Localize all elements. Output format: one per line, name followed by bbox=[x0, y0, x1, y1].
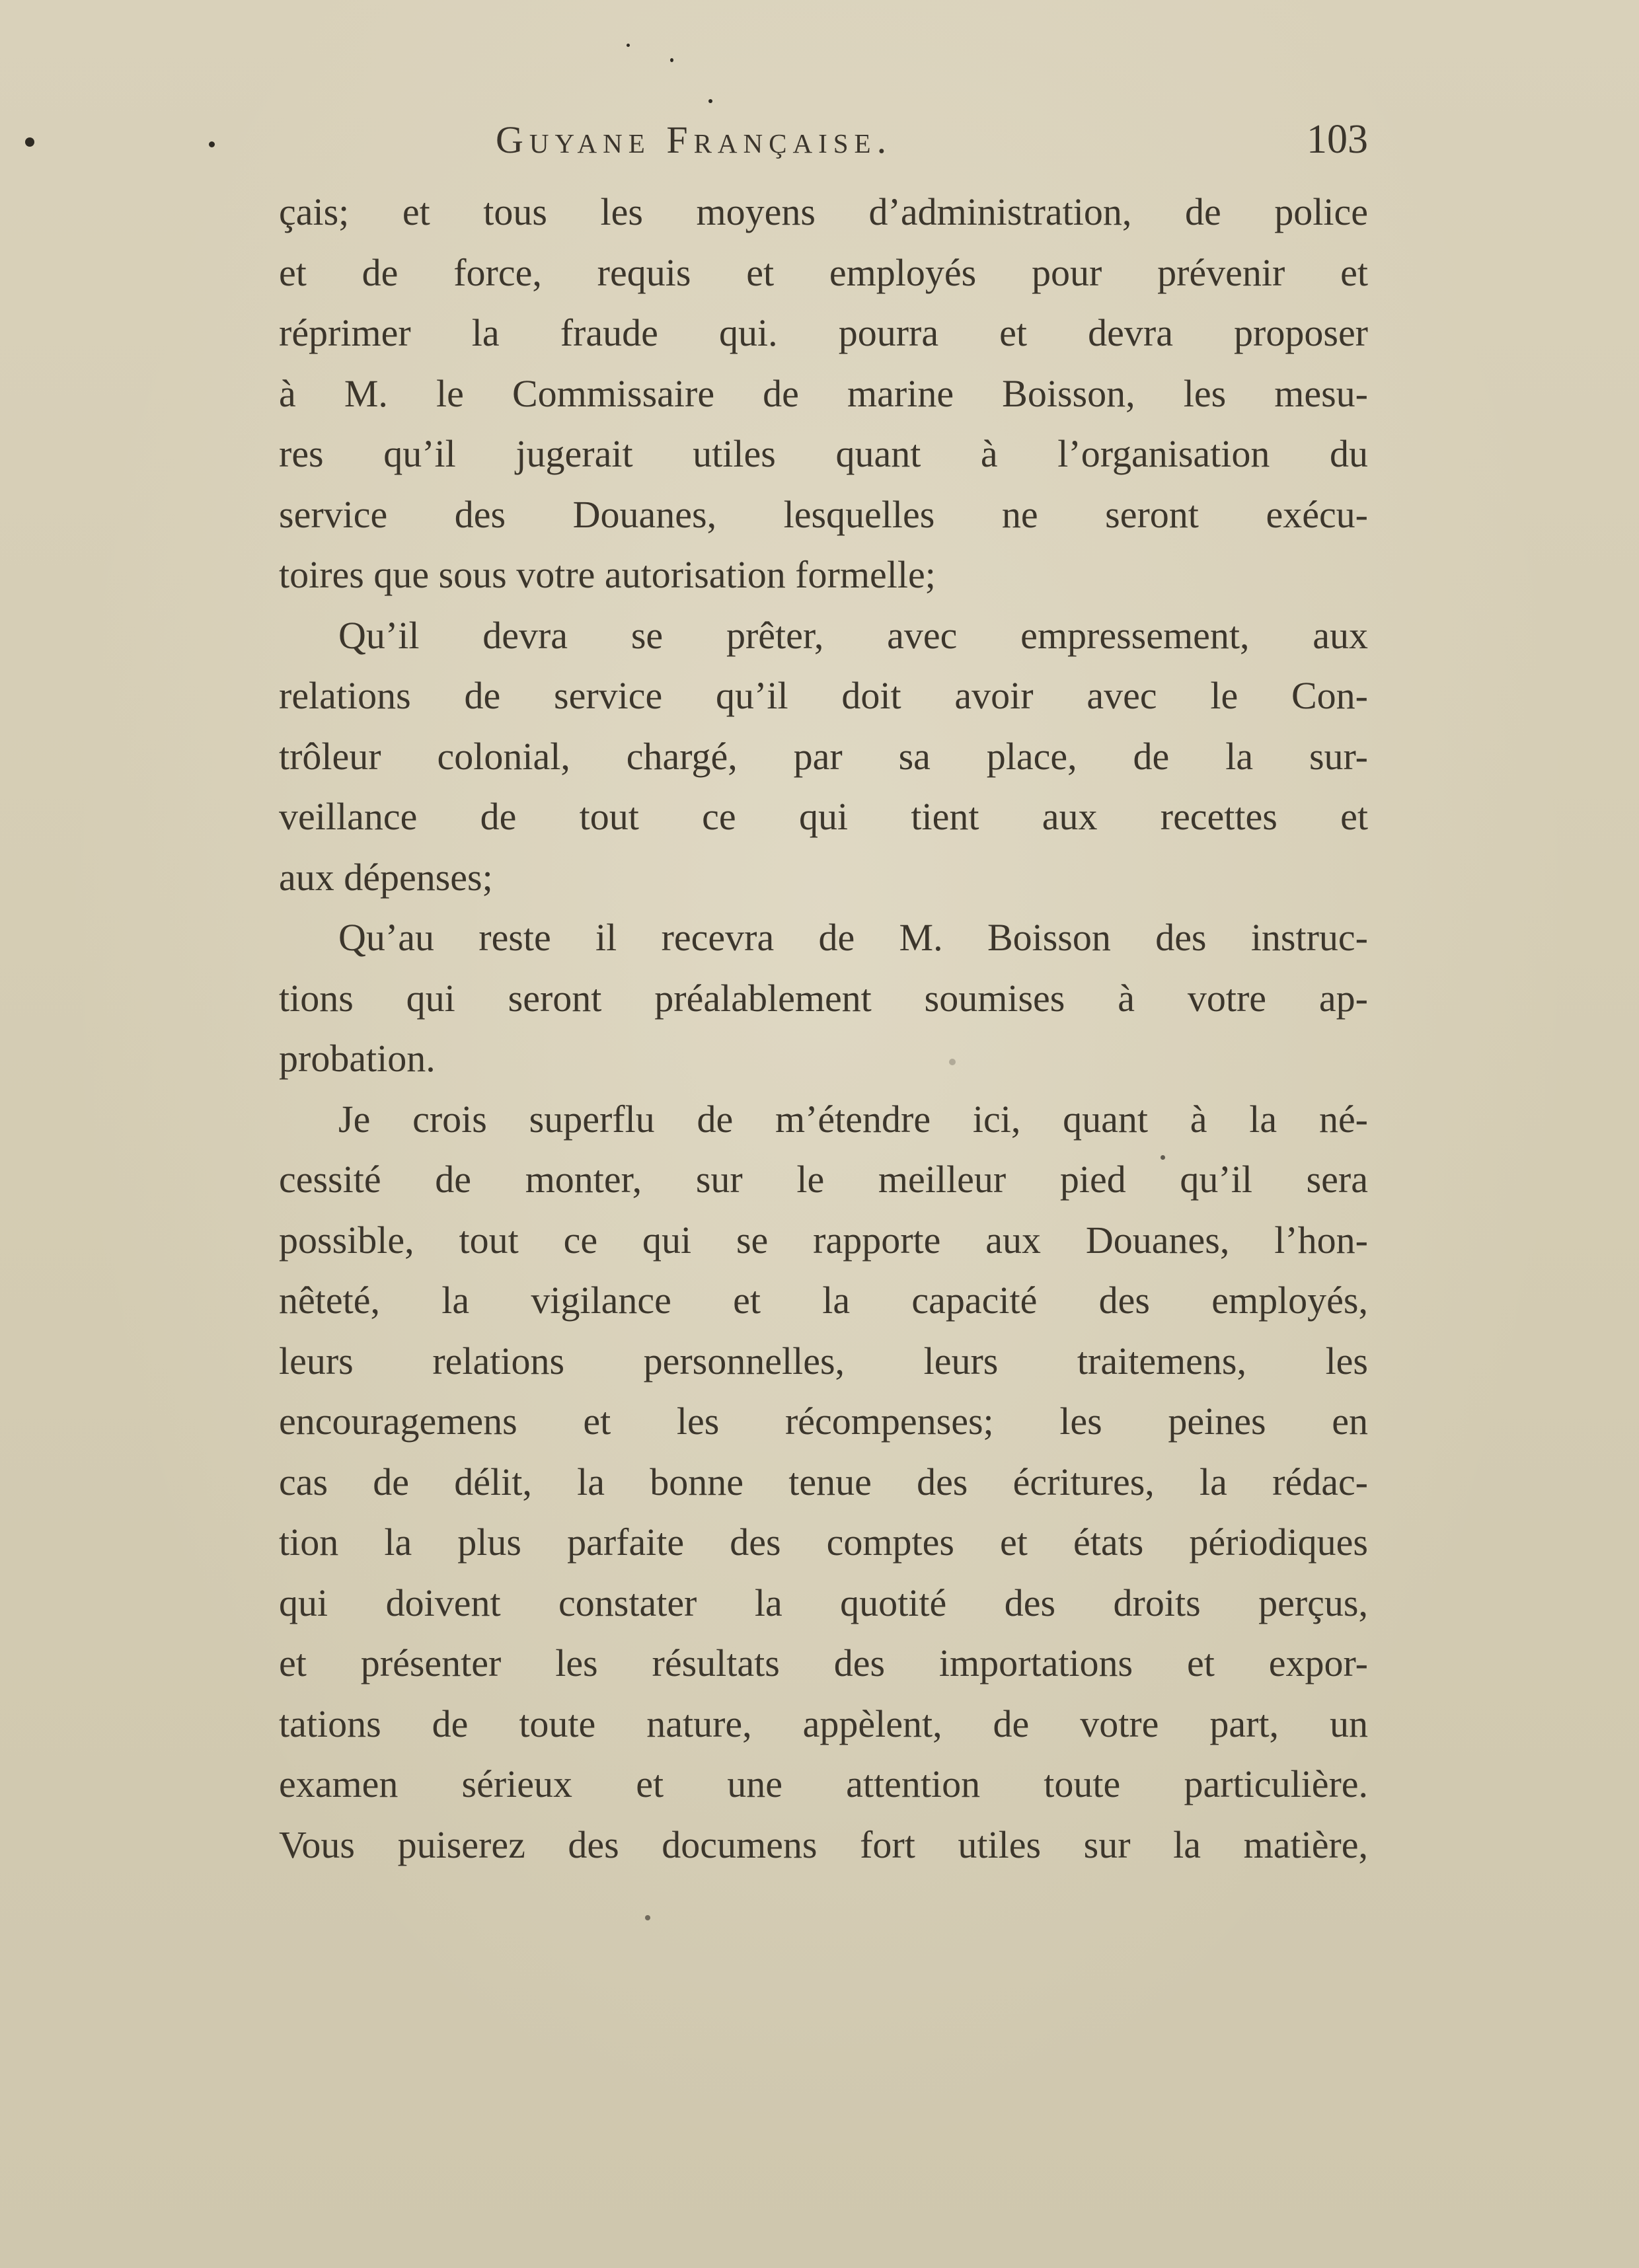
text-line: toires que sous votre autorisation formelle; bbox=[279, 553, 936, 596]
text-line: res qu’il jugerait utiles quant à l’organisation du bbox=[279, 432, 1368, 475]
text-line: examen sérieux et une attention toute particulière. bbox=[279, 1762, 1368, 1805]
body-text bbox=[279, 182, 1368, 1875]
ink-speck bbox=[670, 58, 673, 62]
text-line: cessité de monter, sur le meilleur pied qu’il sera bbox=[279, 1158, 1368, 1201]
text-line: et présenter les résultats des importations et expor- bbox=[279, 1642, 1368, 1684]
text-line: encouragemens et les récompenses; les peines en bbox=[279, 1400, 1368, 1443]
running-title: Guyane Française. bbox=[496, 118, 893, 161]
text-line: tion la plus parfaite des comptes et états périodiques bbox=[279, 1521, 1368, 1564]
text-line: veillance de tout ce qui tient aux recettes et bbox=[279, 795, 1368, 838]
page-number: 103 bbox=[1307, 117, 1368, 162]
ink-speck bbox=[645, 1915, 650, 1920]
text-line: aux dépenses; bbox=[279, 855, 493, 899]
text-line: Vous puiserez des documens fort utiles sur la matière, bbox=[279, 1823, 1368, 1866]
paragraph bbox=[279, 182, 1368, 605]
text-line: çais; et tous les moyens d’administration, de police bbox=[279, 190, 1368, 233]
text-line: nêteté, la vigilance et la capacité des employés, bbox=[279, 1279, 1368, 1322]
paragraph bbox=[279, 605, 1368, 908]
ink-speck bbox=[708, 99, 712, 103]
text-line: possible, tout ce qui se rapporte aux Douanes, l’hon- bbox=[279, 1218, 1368, 1262]
text-line: et de force, requis et employés pour prévenir et bbox=[279, 250, 1368, 294]
text-line: tions qui seront préalablement soumises à votre ap- bbox=[279, 976, 1368, 1020]
text-line: à M. le Commissaire de marine Boisson, les mesu- bbox=[279, 371, 1368, 415]
text-line: qui doivent constater la quotité des droits perçus, bbox=[279, 1581, 1368, 1624]
ink-speck bbox=[25, 137, 34, 147]
text-line: trôleur colonial, chargé, par sa place, de la sur- bbox=[279, 734, 1368, 778]
text-line: Qu’au reste il recevra de M. Boisson des instruc- bbox=[338, 916, 1368, 959]
text-line: Je crois superflu de m’étendre ici, quant à la né- bbox=[338, 1097, 1368, 1141]
text-line: leurs relations personnelles, leurs traitemens, les bbox=[279, 1339, 1368, 1382]
paragraph bbox=[279, 1089, 1368, 1875]
text-line: Qu’il devra se prêter, avec empressement, aux bbox=[338, 613, 1368, 657]
ink-speck bbox=[627, 44, 630, 47]
paragraph bbox=[279, 907, 1368, 1089]
text-line: tations de toute nature, appèlent, de votre part, un bbox=[279, 1702, 1368, 1745]
ink-speck bbox=[209, 141, 215, 147]
text-line: réprimer la fraude qui. pourra et devra proposer bbox=[279, 311, 1368, 354]
text-line: relations de service qu’il doit avoir avec le Con- bbox=[279, 674, 1368, 717]
text-line: service des Douanes, lesquelles ne seront exécu- bbox=[279, 492, 1368, 536]
page-header bbox=[278, 118, 1368, 184]
text-line: cas de délit, la bonne tenue des écritures, la rédac- bbox=[279, 1460, 1368, 1503]
text-line: probation. bbox=[279, 1037, 436, 1080]
